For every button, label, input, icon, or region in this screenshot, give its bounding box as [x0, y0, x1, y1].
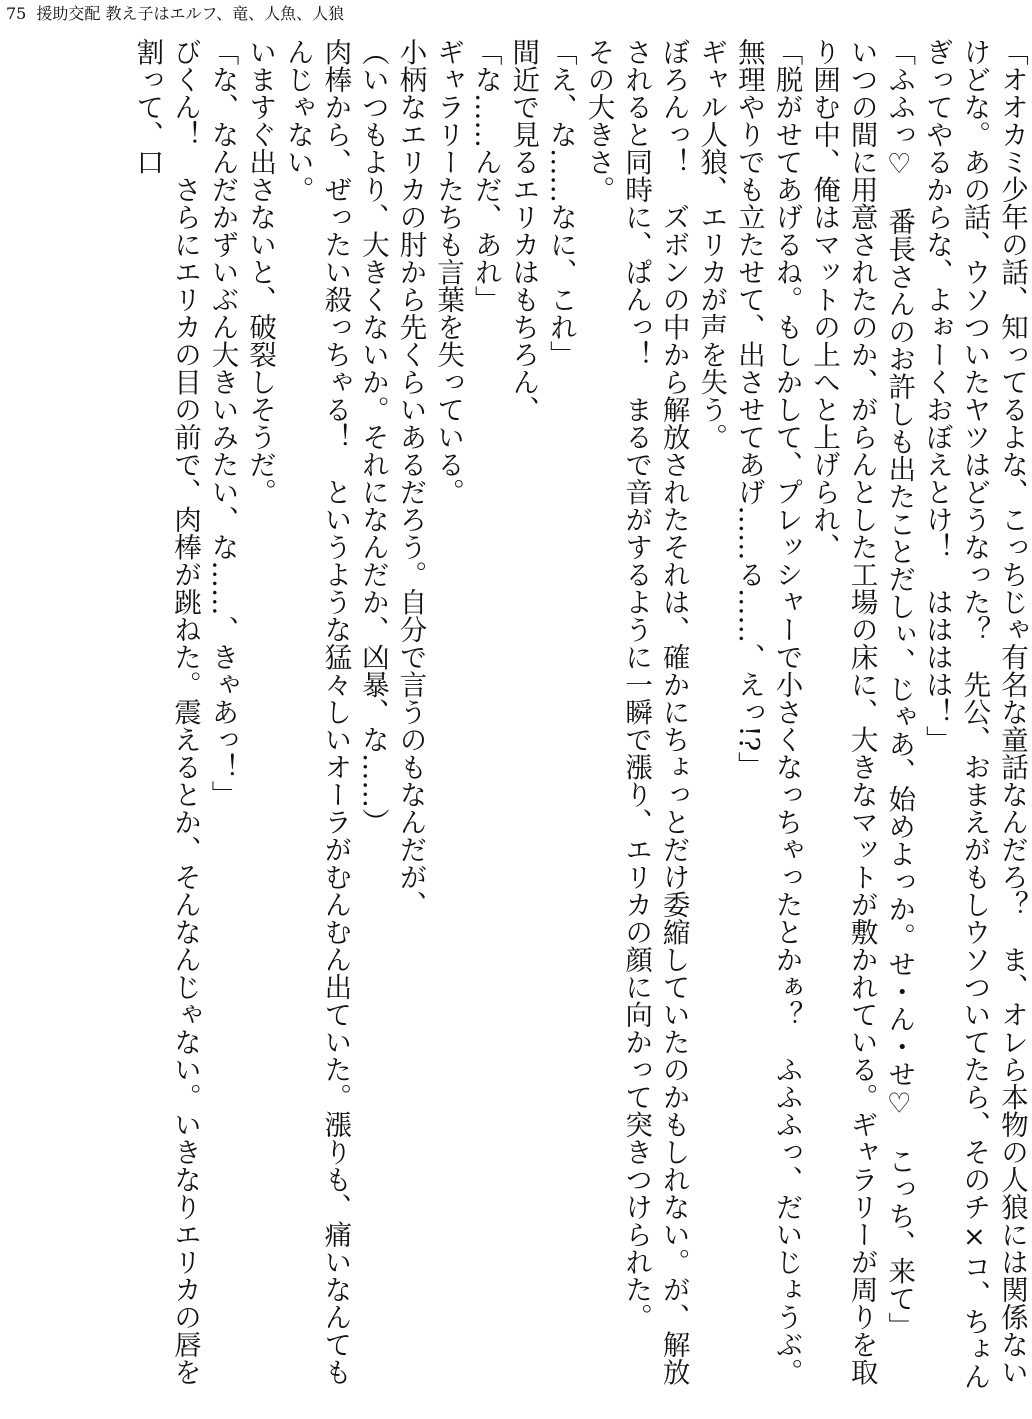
running-title: 援助交配 教え子はエルフ、竜、人魚、人狼	[36, 4, 345, 23]
paragraph: ぼろんっ！ ズボンの中から解放されたそれは、確かにちょっとだけ委縮していたのかもしれない。が、解放されると同時に、ぱんっ！ まるで音がするように一瞬で漲り、エリカの顔に向かって突きつけられた。	[620, 38, 690, 1386]
paragraph: 間近で見るエリカはもちろん、	[507, 38, 540, 423]
paragraph: 小柄なエリカの肘から先くらいあるだろう。自分で言うのもなんだが、	[394, 38, 427, 918]
paragraph: 「な……んだ、あれ」	[469, 38, 502, 313]
paragraph: その大きさ。	[582, 38, 615, 203]
paragraph: 肉棒から、ぜったい殺っちゃる！ というような猛々しいオーラがむんむん出ていた。漲りも、痛いなんてもんじゃない。	[281, 38, 352, 1386]
paragraph: （いつもより、大きくないか。それになんだか、凶暴、な……）	[356, 38, 389, 836]
paragraph: 「な、なんだかずいぶん大きいみたい、な……、きゃあっ！」	[206, 38, 239, 808]
page-header	[6, 4, 344, 24]
page-number: 75	[6, 4, 27, 23]
paragraph: いますぐ出さないと、破裂しそうだ。	[244, 38, 277, 506]
paragraph: びくん！ さらにエリカの目の前で、肉棒が跳ねた。震えるとか、そんなんじゃない。いきなりエリカの唇を割って、口	[131, 38, 201, 1386]
paragraph: ギャル人狼、エリカが声を失う。	[695, 38, 728, 451]
paragraph: 「脱がせてあげるね。もしかして、プレッシャーで小さくなっちゃったとかぁ？ ふふふっ、だいじょうぶ。無理やりでも立たせて、出させてあげ……る……、えっ!?」	[732, 38, 803, 1386]
vertical-body-text	[12, 38, 1030, 1408]
paragraph: ギャラリーたちも言葉を失っている。	[432, 38, 465, 506]
paragraph: 「オオカミ少年の話、知ってるよな、こっちじゃ有名な童話なんだろ？ ま、オレら本物の人狼には関係ないけどな。あの話、ウソついたヤツはどうなった？ 先公、おまえがもしウソついてたら、そのチ×コ、ちょんぎってやるからな、よぉーくおぼえとけ！ はははは！」	[920, 38, 1028, 1390]
paragraph: 「ふふっ♡ 番長さんのお許しも出たことだしぃ、じゃあ、始めよっか。せ・ん・せ♡ こっち、来て」	[883, 38, 916, 1340]
paragraph: いつの間に用意されたのか、がらんとした工場の床に、大きなマットが敷かれている。ギャラリーが周りを取り囲む中、俺はマットの上へと上げられ、	[808, 38, 878, 1386]
paragraph: 「え、な……なに、これ」	[544, 38, 577, 368]
